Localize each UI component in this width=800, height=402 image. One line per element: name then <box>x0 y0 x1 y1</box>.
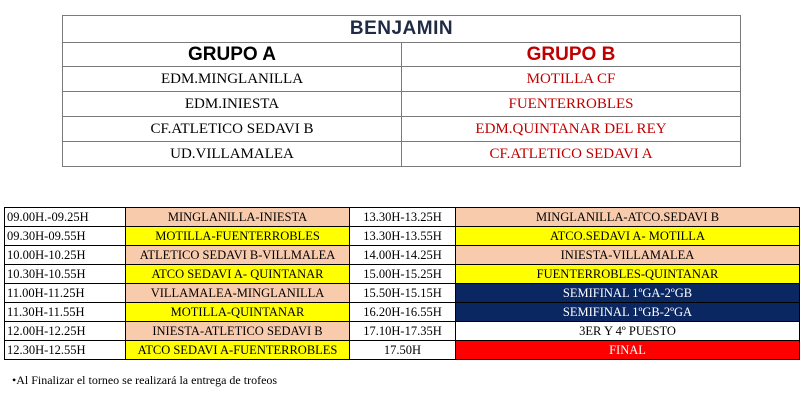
groups-title-row <box>63 16 741 43</box>
time-slot-morning: 11.00H-11.25H <box>5 284 126 303</box>
time-slot-afternoon: 17.10H-17.35H <box>350 322 456 341</box>
schedule-row <box>5 246 800 265</box>
match-morning: ATLETICO SEDAVI B-VILLMALEA <box>126 246 350 265</box>
groups-team-row <box>63 92 741 117</box>
group-b-team: EDM.QUINTANAR DEL REY <box>402 117 741 142</box>
time-slot-afternoon: 16.20H-16.55H <box>350 303 456 322</box>
trophy-footnote: •Al Finalizar el torneo se realizará la entrega de trofeos <box>12 373 278 387</box>
groups-team-row <box>63 117 741 142</box>
time-slot-afternoon: 13.30H-13.55H <box>350 227 456 246</box>
group-b-header: GRUPO B <box>402 43 741 67</box>
time-slot-morning: 12.30H-12.55H <box>5 341 126 360</box>
time-slot-morning: 10.30H-10.55H <box>5 265 126 284</box>
time-slot-afternoon: 15.00H-15.25H <box>350 265 456 284</box>
match-afternoon: SEMIFINAL 1ºGB-2ºGA <box>456 303 800 322</box>
group-b-team: FUENTERROBLES <box>402 92 741 117</box>
match-morning: ATCO SEDAVI A-FUENTERROBLES <box>126 341 350 360</box>
match-morning: MOTILLA-FUENTERROBLES <box>126 227 350 246</box>
time-slot-morning: 12.00H-12.25H <box>5 322 126 341</box>
groups-team-row <box>63 142 741 167</box>
group-a-team: EDM.MINGLANILLA <box>63 67 402 92</box>
group-b-team: CF.ATLETICO SEDAVI A <box>402 142 741 167</box>
groups-table <box>62 15 741 167</box>
group-a-team: EDM.INIESTA <box>63 92 402 117</box>
category-title: BENJAMIN <box>63 16 741 43</box>
schedule-row <box>5 265 800 284</box>
match-afternoon: FINAL <box>456 341 800 360</box>
time-slot-afternoon: 15.50H-15.15H <box>350 284 456 303</box>
match-afternoon: MINGLANILLA-ATCO.SEDAVI B <box>456 208 800 227</box>
match-morning: ATCO SEDAVI A- QUINTANAR <box>126 265 350 284</box>
time-slot-morning: 09.00H.-09.25H <box>5 208 126 227</box>
time-slot-morning: 10.00H-10.25H <box>5 246 126 265</box>
group-a-team: UD.VILLAMALEA <box>63 142 402 167</box>
schedule-row <box>5 284 800 303</box>
schedule-row <box>5 208 800 227</box>
group-a-header: GRUPO A <box>63 43 402 67</box>
match-afternoon: FUENTERROBLES-QUINTANAR <box>456 265 800 284</box>
time-slot-morning: 11.30H-11.55H <box>5 303 126 322</box>
match-morning: INIESTA-ATLETICO SEDAVI B <box>126 322 350 341</box>
match-morning: MOTILLA-QUINTANAR <box>126 303 350 322</box>
schedule-table <box>4 207 800 360</box>
time-slot-afternoon: 17.50H <box>350 341 456 360</box>
groups-header-row <box>63 43 741 67</box>
match-morning: VILLAMALEA-MINGLANILLA <box>126 284 350 303</box>
time-slot-morning: 09.30H-09.55H <box>5 227 126 246</box>
match-morning: MINGLANILLA-INIESTA <box>126 208 350 227</box>
match-afternoon: INIESTA-VILLAMALEA <box>456 246 800 265</box>
match-afternoon: SEMIFINAL 1ºGA-2ºGB <box>456 284 800 303</box>
match-afternoon: 3ER Y 4º PUESTO <box>456 322 800 341</box>
schedule-row <box>5 322 800 341</box>
group-b-team: MOTILLA CF <box>402 67 741 92</box>
time-slot-afternoon: 14.00H-14.25H <box>350 246 456 265</box>
schedule-row <box>5 227 800 246</box>
groups-team-row <box>63 67 741 92</box>
time-slot-afternoon: 13.30H-13.25H <box>350 208 456 227</box>
schedule-row <box>5 303 800 322</box>
group-a-team: CF.ATLETICO SEDAVI B <box>63 117 402 142</box>
match-afternoon: ATCO.SEDAVI A- MOTILLA <box>456 227 800 246</box>
schedule-row <box>5 341 800 360</box>
